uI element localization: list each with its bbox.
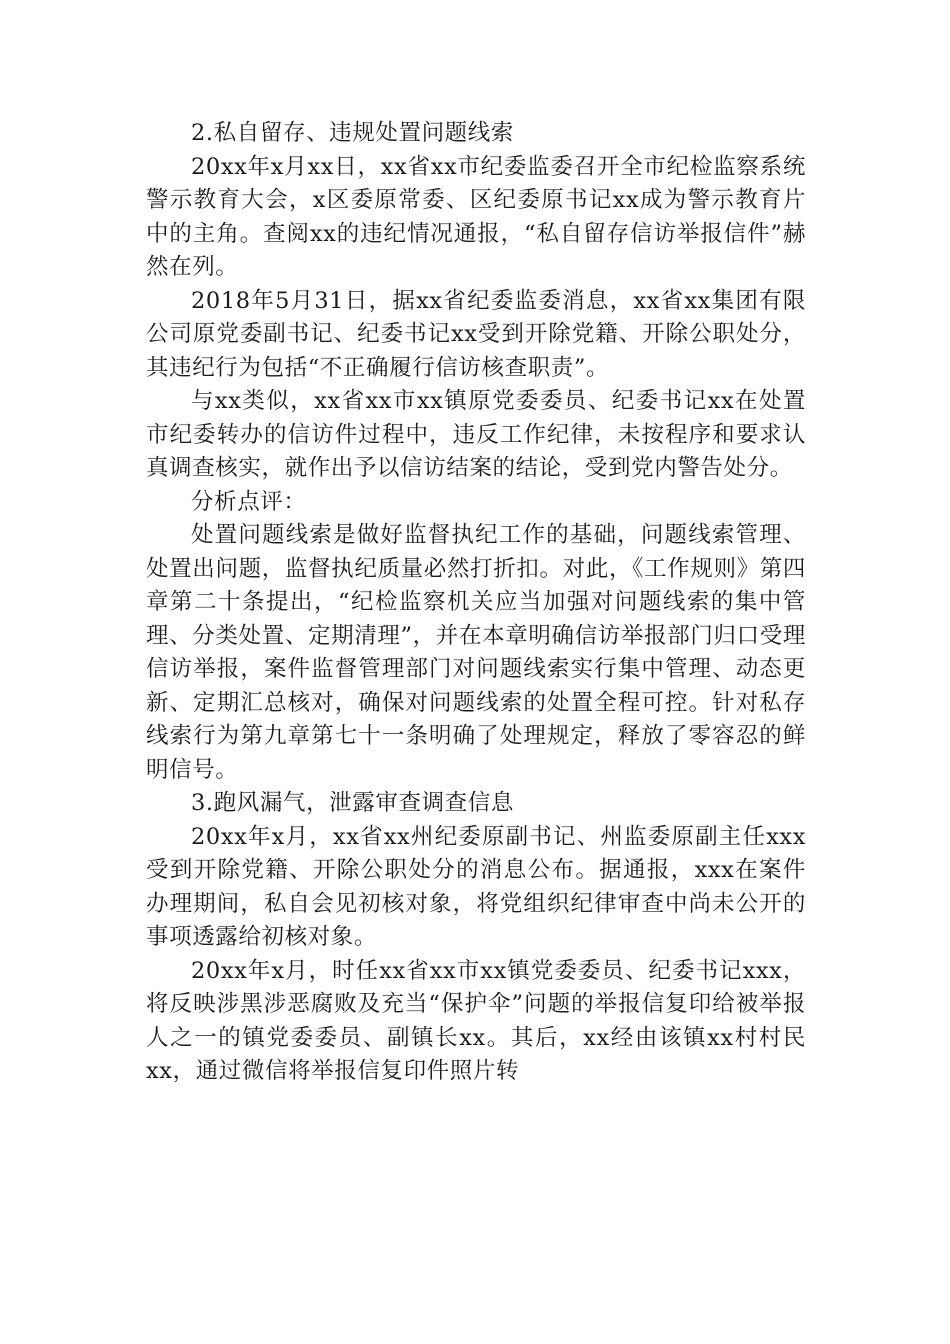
analysis-heading: 分析点评： <box>191 488 307 515</box>
section-heading-3: 3.跑风漏气，泄露审查调查信息 <box>191 790 514 816</box>
paragraph-case-3: 与xx类似，xx省xx市xx镇原党委委员、纪委书记xx在处置市纪委转办的信访件过程中，违反工作纪律，未按程序和要求认真调查核实，就作出予以信访结案的结论，受到党内警告处分。 <box>146 388 806 481</box>
paragraph-case-1: 20xx年x月xx日，xx省xx市纪委监委召开全市纪检监察系统警示教育大会，x区委原常委、区纪委原书记xx成为警示教育片中的主角。查阅xx的违纪情况通报，“私自留存信访举报信件”赫然在列。 <box>146 153 806 280</box>
section-heading-2: 2.私自留存、违规处置问题线索 <box>191 120 514 146</box>
document-body <box>146 117 806 1089</box>
paragraph-case-5: 20xx年x月，时任xx省xx市xx镇党委委员、纪委书记xxx，将反映涉黑涉恶腐败及充当“保护伞”问题的举报信复印给被举报人之一的镇党委委员、副镇长xx。其后，xx经由该镇xx村村民xx，通过微信将举报信复印件照片转 <box>146 957 806 1084</box>
paragraph-case-2: 2018年5月31日，据xx省纪委监委消息，xx省xx集团有限公司原党委副书记、纪委书记xx受到开除党籍、开除公职处分，其违纪行为包括“不正确履行信访核查职责”。 <box>146 287 806 381</box>
paragraph-analysis: 处置问题线索是做好监督执纪工作的基础，问题线索管理、处置出问题，监督执纪质量必然打折扣。对此，《工作规则》第四章第二十条提出，“纪检监察机关应当加强对问题线索的集中管理、分类处置、定期清理”，并在本章明确信访举报部门归口受理信访举报，案件监督管理部门对问题线索实行集中管理、动态更新、定期汇总核对，确保对问题线索的处置全程可控。针对私存线索行为第九章第七十一条明确了处理规定，释放了零容忍的鲜明信号。 <box>146 522 806 783</box>
paragraph-case-4: 20xx年x月，xx省xx州纪委原副书记、州监委原副主任xxx受到开除党籍、开除公职处分的消息公布。据通报，xxx在案件办理期间，私自会见初核对象，将党组织纪律审查中尚未公开的事项透露给初核对象。 <box>146 823 806 950</box>
